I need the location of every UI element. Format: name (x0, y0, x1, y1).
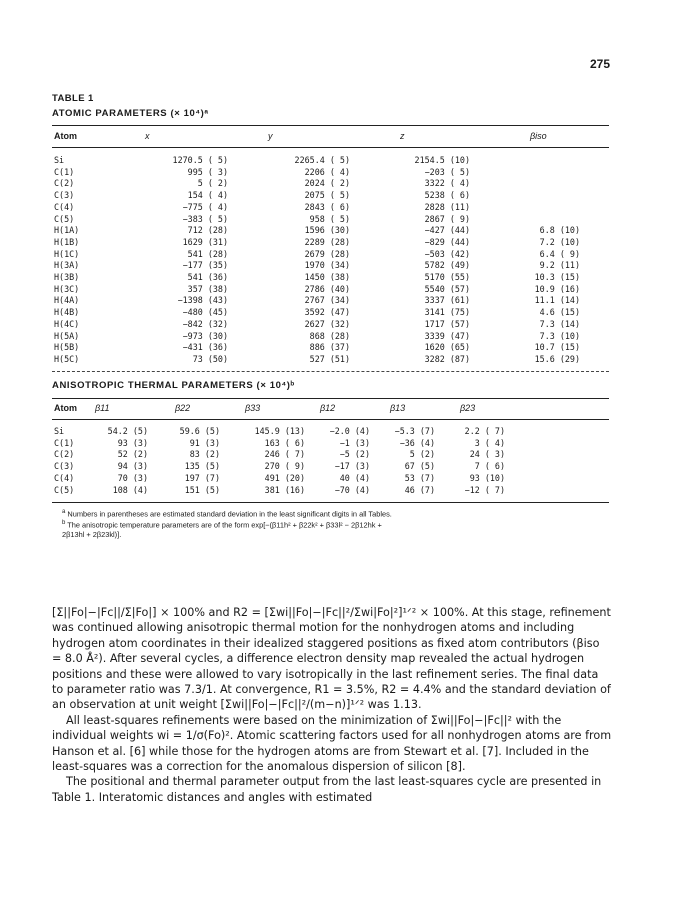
rule-header-atomic (52, 147, 609, 148)
rule-bottom-aniso (52, 502, 609, 503)
atomic-cell-atom: H(5C) (54, 353, 80, 364)
atomic-cell-b: 6.8 (10) (539, 225, 580, 236)
aniso-cell-b13: −36 (4) (399, 437, 435, 448)
col-header-biso: βiso (530, 131, 547, 141)
atomic-cell-y: 3592 (47) (304, 307, 350, 318)
atomic-cell-z: 5782 (49) (424, 260, 470, 271)
atomic-cell-y: 1596 (30) (304, 225, 350, 236)
atomic-cell-y: 1970 (34) (304, 260, 350, 271)
atomic-cell-x: −973 (30) (182, 330, 228, 341)
atomic-cell-z: 5238 ( 6) (424, 190, 470, 201)
aniso-cell-b13: 5 (2) (409, 449, 435, 460)
atomic-cell-z: −203 ( 5) (424, 166, 470, 177)
atomic-cell-z: 3337 (61) (424, 295, 470, 306)
atomic-cell-z: 1717 (57) (424, 318, 470, 329)
aniso-cell-b33: 163 ( 6) (264, 437, 305, 448)
atomic-cell-atom: H(3B) (54, 272, 80, 282)
footnote-b: $^b$ The anisotropic temperature parameters are of the form exp[−(β11h² + β22k² + β33l² − 2β12hk + 2β13hl + 2β23kl)]. (62, 520, 382, 540)
col-header-atom: Atom (54, 131, 77, 141)
aniso-cell-b11: 52 (2) (117, 449, 148, 460)
atomic-cell-atom: C(1) (54, 166, 75, 177)
atomic-cell-y: 2206 ( 4) (304, 166, 350, 177)
atomic-cell-atom: C(2) (54, 178, 75, 189)
aniso-cell-b11: 94 (3) (117, 461, 148, 472)
aniso-cell-b22: 197 (7) (184, 472, 220, 483)
atomic-cell-x: −842 (32) (182, 318, 228, 329)
atomic-cell-x: 5 ( 2) (197, 178, 228, 189)
atomic-cell-b: 7.2 (10) (539, 236, 580, 247)
atomic-cell-y: 868 (28) (309, 330, 350, 341)
aniso-cell-b23: 7 ( 6) (474, 461, 505, 472)
atomic-cell-atom: H(1A) (54, 225, 80, 236)
aniso-cell-b11: 93 (3) (117, 437, 148, 448)
atomic-cell-b: 9.2 (11) (539, 260, 580, 271)
aniso-cell-atom: Si (54, 426, 65, 436)
atomic-cell-z: 1620 (65) (424, 342, 470, 353)
atomic-cell-y: 2786 (40) (304, 283, 350, 294)
atomic-cell-z: 2154.5 (10) (414, 155, 470, 165)
atomic-cell-x: −383 ( 5) (182, 213, 228, 224)
aniso-cell-b12: 40 (4) (339, 472, 370, 483)
atomic-cell-b: 10.9 (16) (534, 283, 580, 294)
paragraph-2: All least-squares refinements were based on the minimization of Σwi||Fo|−|Fc||² with the individual weights wi = 1/σ(Fo)². Atomic scattering factors used for all nonhydrogen atoms are from Hanson et al. [6] while those for the hydrogen atoms are from Stewart et al. [7]. Included in the least-squares was a correction for the anomalous dispersion of silicon [8]. (52, 713, 612, 774)
aniso-header-b12: β12 (320, 403, 336, 413)
atomic-cell-atom: Si (54, 155, 65, 165)
table-label: TABLE 1 (52, 93, 94, 104)
atomic-cell-z: 2828 (11) (424, 201, 470, 212)
atomic-cell-z: −503 (42) (424, 248, 470, 259)
atomic-cell-x: −177 (35) (182, 260, 228, 271)
aniso-cell-b33: 270 ( 9) (264, 461, 305, 472)
aniso-cell-b22: 59.6 (5) (179, 426, 220, 436)
atomic-cell-x: 73 (50) (192, 353, 228, 364)
col-header-z: z (400, 131, 405, 141)
atomic-cell-b: 15.6 (29) (534, 353, 580, 364)
atomic-cell-x: −431 (36) (182, 342, 228, 353)
atomic-cell-atom: H(5A) (54, 330, 80, 341)
atomic-cell-x: 154 ( 4) (187, 190, 228, 201)
atomic-cell-b: 10.7 (15) (534, 342, 580, 353)
footnote-a-text: Numbers in parentheses are estimated standard deviation in the least significant digits in all Tables. (67, 509, 392, 519)
atomic-cell-atom: C(5) (54, 213, 75, 224)
rule-top-atomic (52, 125, 609, 126)
aniso-header-b11: β11 (95, 403, 110, 413)
atomic-cell-y: 2679 (28) (304, 248, 350, 259)
aniso-cell-b33: 381 (16) (264, 484, 305, 495)
atomic-cell-y: 2843 ( 6) (304, 201, 350, 212)
atomic-cell-atom: H(3C) (54, 283, 80, 294)
aniso-cell-atom: C(2) (54, 449, 75, 460)
aniso-cell-b23: 3 ( 4) (474, 437, 505, 448)
atomic-cell-y: 2627 (32) (304, 318, 350, 329)
atomic-cell-z: 3339 (47) (424, 330, 470, 341)
paragraph-3: The positional and thermal parameter output from the last least-squares cycle are presented in Table 1. Interatomic distances and angles with estimated (52, 775, 602, 804)
aniso-header-b22: β22 (175, 403, 191, 413)
atomic-cell-x: −775 ( 4) (182, 201, 228, 212)
aniso-cell-b12: −1 (3) (339, 437, 370, 448)
atomic-cell-atom: H(1B) (54, 236, 80, 247)
atomic-cell-atom: H(1C) (54, 248, 80, 259)
atomic-cell-y: 886 (37) (309, 342, 350, 353)
footnote-a: $^a$ Numbers in parentheses are estimated standard deviation in the least significant digits in all Tables. (62, 509, 392, 519)
aniso-cell-b23: 2.2 ( 7) (464, 426, 505, 436)
atomic-cell-x: 541 (28) (187, 248, 228, 259)
aniso-cell-b13: −5.3 (7) (394, 426, 435, 436)
aniso-cell-b13: 53 (7) (404, 472, 435, 483)
atomic-cell-atom: H(4C) (54, 318, 80, 329)
atomic-cell-z: 3141 (75) (424, 307, 470, 318)
atomic-cell-x: 541 (36) (187, 272, 228, 282)
atomic-cell-x: 995 ( 3) (187, 166, 228, 177)
col-header-x: x (145, 131, 150, 141)
aniso-cell-b22: 91 (3) (189, 437, 220, 448)
atomic-cell-y: 2075 ( 5) (304, 190, 350, 201)
atomic-cell-b: 7.3 (10) (539, 330, 580, 341)
atomic-cell-x: −1398 (43) (177, 295, 228, 306)
atomic-cell-y: 2265.4 ( 5) (294, 155, 350, 165)
atomic-cell-y: 958 ( 5) (309, 213, 350, 224)
aniso-header-b13: β13 (390, 403, 406, 413)
atomic-cell-y: 2024 ( 2) (304, 178, 350, 189)
aniso-cell-b23: 93 (10) (469, 472, 505, 483)
aniso-cell-b22: 151 (5) (184, 484, 220, 495)
aniso-header-b23: β23 (460, 403, 476, 413)
atomic-cell-y: 2289 (28) (304, 236, 350, 247)
aniso-cell-b11: 54.2 (5) (107, 426, 148, 436)
atomic-cell-y: 1450 (38) (304, 272, 350, 282)
aniso-cell-b23: 24 ( 3) (469, 449, 505, 460)
aniso-cell-b12: −17 (3) (334, 461, 370, 472)
atomic-cell-atom: C(3) (54, 190, 75, 201)
aniso-cell-b13: 67 (5) (404, 461, 435, 472)
atomic-cell-x: 712 (28) (187, 225, 228, 236)
atomic-cell-y: 2767 (34) (304, 295, 350, 306)
aniso-cell-b33: 491 (20) (264, 472, 305, 483)
aniso-cell-b12: −5 (2) (339, 449, 370, 460)
atomic-cell-y: 527 (51) (309, 353, 350, 364)
atomic-cell-z: −829 (44) (424, 236, 470, 247)
aniso-cell-b22: 83 (2) (189, 449, 220, 460)
atomic-cell-z: 5540 (57) (424, 283, 470, 294)
aniso-cell-atom: C(4) (54, 472, 75, 483)
page-number: 275 (589, 57, 610, 71)
aniso-cell-atom: C(5) (54, 484, 75, 495)
aniso-cell-b33: 246 ( 7) (264, 449, 305, 460)
aniso-cell-atom: C(1) (54, 437, 75, 448)
aniso-cell-b13: 46 (7) (404, 484, 435, 495)
paragraph-1: [Σ||Fo|−|Fc||/Σ|Fo|] × 100% and R2 = [Σwi||Fo|−|Fc||²/Σwi|Fo|²]¹ᐟ² × 100%. At this stage, refinement was continued allowing anisotropic thermal motion for the nonhydrogen atoms and including hydrogen atom coordinates in their idealized staggered positions as fixed atom contributors (βiso = 8.0 Å²). After several cycles, a difference electron density map revealed the actual hydrogen positions and these were allowed to vary isotropically in the last refinement series. The final data to parameter ratio was 7.3/1. At convergence, R1 = 3.5%, R2 = 4.4% and the standard deviation of an observation at unit weight [Σwi||Fo|−|Fc||²/(m−n)]¹ᐟ² was 1.13. (52, 606, 611, 712)
atomic-cell-b: 10.3 (15) (534, 272, 580, 282)
aniso-cell-b11: 70 (3) (117, 472, 148, 483)
aniso-cell-b23: −12 ( 7) (464, 484, 505, 495)
col-header-y: y (268, 131, 273, 141)
atomic-cell-b: 6.4 ( 9) (539, 248, 580, 259)
atomic-cell-x: 357 (38) (187, 283, 228, 294)
atomic-parameters-caption: ATOMIC PARAMETERS (× 10⁴)ᵃ (52, 108, 209, 119)
atomic-cell-b: 11.1 (14) (534, 295, 580, 306)
atomic-cell-atom: H(3A) (54, 260, 80, 271)
rule-top-aniso (52, 398, 609, 399)
aniso-header-atom: Atom (54, 403, 77, 413)
atomic-cell-z: −427 (44) (424, 225, 470, 236)
anisotropic-caption: ANISOTROPIC THERMAL PARAMETERS (× 10⁴)ᵇ (52, 380, 295, 391)
aniso-cell-b12: −2.0 (4) (329, 426, 370, 436)
aniso-cell-b22: 135 (5) (184, 461, 220, 472)
aniso-cell-b33: 145.9 (13) (254, 426, 305, 436)
atomic-cell-x: 1270.5 ( 5) (172, 155, 228, 165)
atomic-cell-atom: H(4B) (54, 307, 80, 318)
atomic-cell-z: 3322 ( 4) (424, 178, 470, 189)
aniso-cell-b11: 108 (4) (112, 484, 148, 495)
atomic-cell-atom: C(4) (54, 201, 75, 212)
footnote-b-text-1: The anisotropic temperature parameters are of the form exp[−(β11h² + β22k² + β33l² − 2β12hk + (67, 520, 382, 530)
aniso-cell-atom: C(3) (54, 461, 75, 472)
footnote-b-text-2: 2β13hl + 2β23kl)]. (62, 530, 122, 540)
atomic-cell-b: 7.3 (14) (539, 318, 580, 329)
atomic-cell-b: 4.6 (15) (539, 307, 580, 318)
atomic-cell-z: 2867 ( 9) (424, 213, 470, 224)
atomic-cell-z: 3282 (87) (424, 353, 470, 364)
rule-header-aniso (52, 419, 609, 420)
atomic-cell-z: 5170 (55) (424, 272, 470, 282)
aniso-header-b33: β33 (245, 403, 261, 413)
atomic-cell-atom: H(5B) (54, 342, 80, 353)
body-text (52, 605, 612, 805)
atomic-cell-atom: H(4A) (54, 295, 80, 306)
rule-mid (52, 371, 609, 372)
atomic-cell-x: −480 (45) (182, 307, 228, 318)
atomic-cell-x: 1629 (31) (182, 236, 228, 247)
aniso-cell-b12: −70 (4) (334, 484, 370, 495)
